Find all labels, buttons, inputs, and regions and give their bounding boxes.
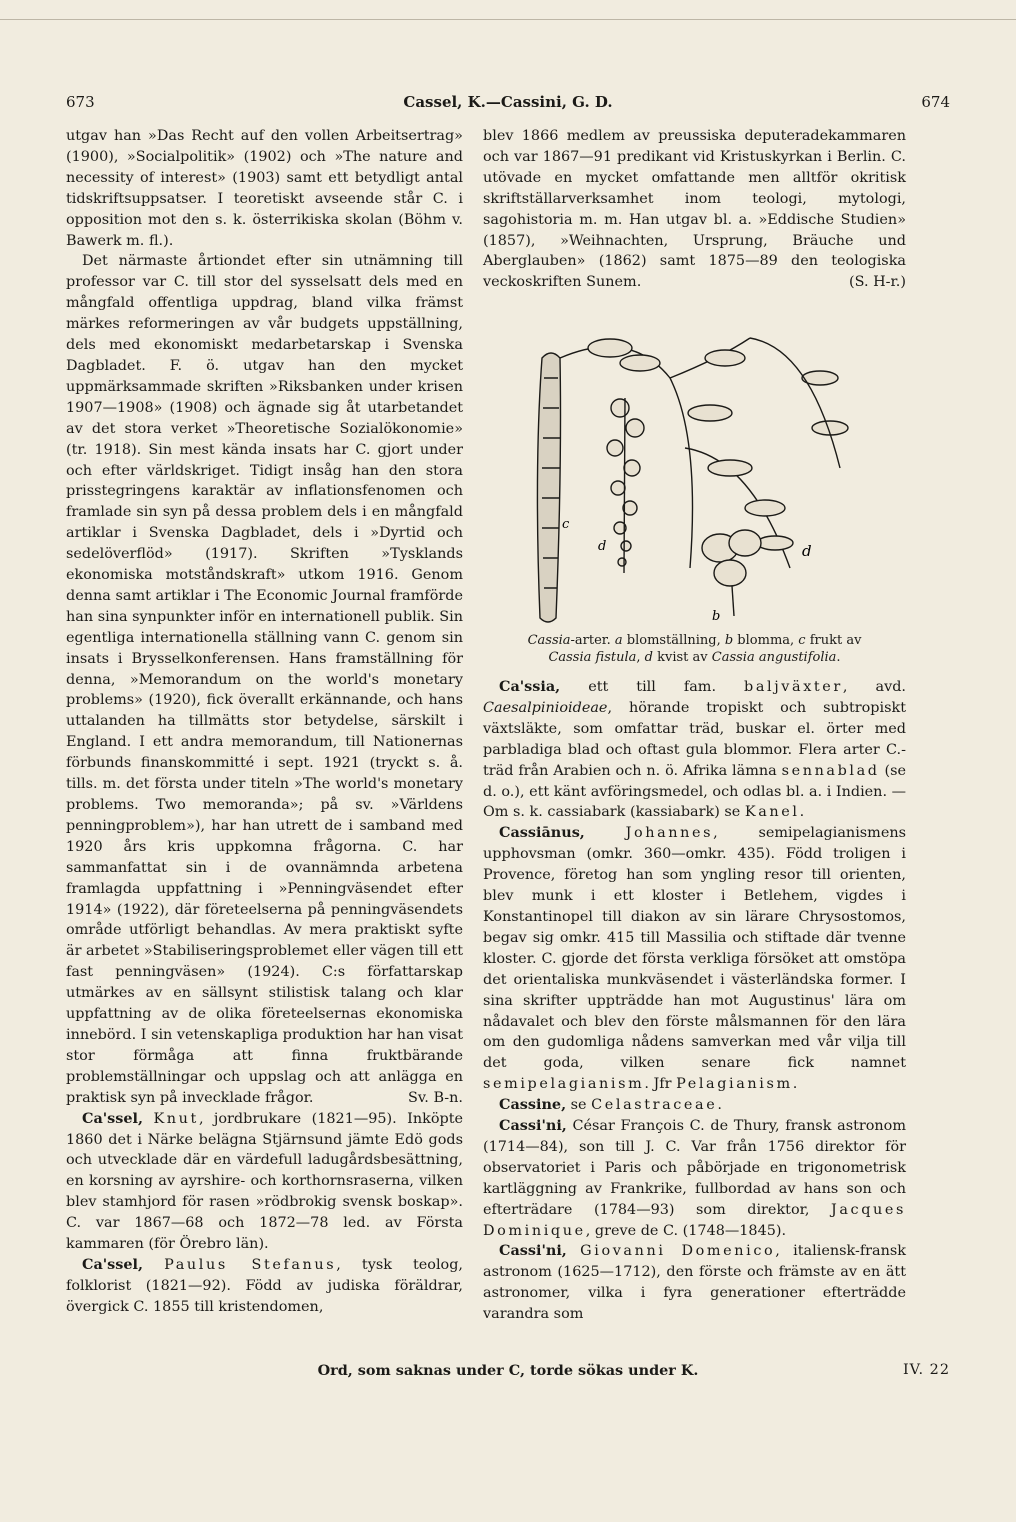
entry-cassel-knut xyxy=(66,1109,463,1255)
caption-text: frukt av xyxy=(805,633,862,648)
entry-text: se xyxy=(566,1097,592,1114)
paragraph xyxy=(66,251,463,1108)
caption-text: blomställning, xyxy=(622,633,725,648)
signature: (S. H-r.) xyxy=(848,274,906,291)
spaced-term: Celastraceae xyxy=(591,1097,718,1114)
signature: Sv. B-n. xyxy=(408,1089,463,1106)
paragraph-text: Det närmaste årtiondet efter sin utnämning till professor var C. till stor del sysselsatt dels med en mångfald offentliga uppdrag, bland vilka främst märkes reformeringen av vår budgets uppställning, dels med ekonomiskt medarbetarskap i Svenska Dagbladet. F. ö. utgav han den mycket uppmärksammade skriften »Riksbanken under krisen 1907—1908» (1908) och ägnade sig åt utarbetandet av det stora verket »Theoretische Sozialökonomie» (tr. 1918). Sin mest kända insats har C. gjort under och efter världskriget. Tidigt insåg han den stora prisstegringens karaktär av inflationsfenomen och framlade sin syn på dessa problem dels i en mångfald artiklar i Svenska Dagbladet, dels i »Dyrtid och sedelöverflöd» (1917). Skriften »Tysklands ekonomiska motståndskraft» utkom 1916. Genom denna samt artiklar i The Economic Journal framförde han sina synpunkter inför en internationell publik. Sin egentliga internationella ställning vann C. genom sin insats i Brysselkonferensen. Hans framställning för denna, »Memorandum on the world's monetary problems» (1920), fick överallt erkännande, och hans uttalanden ha tillmätts stor betydelse, särskilt i England. I ett andra memorandum, till Nationernas förbunds finanskommitté i sept. 1921 (tryckt s. å. tills. m. det första under titeln »The world's monetary problems. Two memoranda»; på sv. »Världens penningproblem»), har han utrett de i samband med 1920 års kris uppkomna frågorna. C. har sammanfattat sin i de ovannämnda arbetena framlagda uppfattning i »Penningväsendet efter 1914» (1922), där företeelserna på penningväsendets område utförligt behandlas. Av mera praktiskt syfte är arbetet »Stabiliseringsproblemet eller vägen till ett fast penningväsen» (1924). C:s författarskap utmärkes av en sällsynt stilistisk talang och klar uppfattning av de olika företeelsernas ekonomiska innebörd. I sin vetenskapliga produktion har han visat stor förmåga att finna fruktbärande problemställningar och uppslag och att anlägga en praktisk syn på invecklade frågor. xyxy=(66,253,463,1106)
entry-cassini-giovanni xyxy=(483,1241,906,1325)
paragraph xyxy=(483,126,906,293)
left-column xyxy=(66,126,463,1318)
right-column-top xyxy=(483,126,906,293)
entry-text: . xyxy=(717,1097,722,1114)
figure-label-d: d xyxy=(598,539,607,554)
figure-label-d2: d xyxy=(802,542,812,560)
caption-letter: d xyxy=(644,650,653,665)
page-header xyxy=(66,93,950,113)
spaced-term: sennablad xyxy=(781,762,880,779)
entry-text: , tysk teolog, folklorist (1821—92). Född av judiska föräldrar, övergick C. 1855 till kristendomen, xyxy=(66,1256,463,1315)
caption-letter: a xyxy=(614,633,623,648)
entry-text: . xyxy=(799,804,805,821)
entry-text: César François C. de Thury, fransk astronom (1714—84), son till J. C. Var från 1756 direktor för observatoriet i Paris och påbörjade en trigonometrisk kartläggning av Frankrike, fullbordad av hans son och efterträdare (1784—93) som direktor, xyxy=(483,1118,906,1218)
signature-mark: IV. 22 xyxy=(902,1362,950,1378)
spaced-term: semipelagianism xyxy=(483,1076,645,1093)
caption-genus: Cassia xyxy=(527,633,571,648)
caption-species: Cassia angustifolia xyxy=(711,650,837,665)
entry-text: , greve de C. (1748—1845). xyxy=(585,1222,787,1239)
entry-text: ett till fam. xyxy=(560,679,745,695)
figure-label-c: c xyxy=(562,517,570,532)
entry-headword: Ca'ssel, xyxy=(82,1109,144,1127)
entry-text: . Jfr xyxy=(644,1076,677,1093)
caption-text: blomma, xyxy=(733,633,799,648)
entry-name: Knut xyxy=(153,1110,199,1127)
entry-headword: Ca'ssel, xyxy=(82,1255,144,1273)
page-number-left: 673 xyxy=(66,93,95,111)
entry-cassia xyxy=(483,677,906,823)
entry-text: . xyxy=(792,1076,798,1093)
entry-text: (se d. o.), ett känt avföringsmedel, och odlas bl. a. i Indien. — Om s. k. cassiabark (kassiabark) se xyxy=(483,762,907,821)
caption-species: Cassia fistula xyxy=(548,650,637,665)
footer-note: Ord, som saknas under C, torde sökas under K. xyxy=(317,1362,699,1379)
entry-text: , jordbrukare (1821—95). Inköpte 1860 det i Närke belägna Stjärnsund jämte Edö gods och utvecklade där en värdefull ladugårdsbesättning, en korsning av ayrshire- och korthornsraserna, vilken blev stamhjord för rasen »rödbrokig svensk boskap». C. var 1867—68 och 1872—78 led. av Första kammaren (för Örebro län). xyxy=(66,1110,464,1253)
entry-name: Paulus Stefanus xyxy=(164,1256,337,1273)
entry-cassini-cesar xyxy=(483,1116,906,1241)
caption-text: -arter. xyxy=(570,633,615,648)
spaced-term: baljväxter xyxy=(744,679,843,695)
entry-cassianus xyxy=(483,823,906,1095)
entry-headword: Cassine, xyxy=(499,1096,567,1114)
caption-text: kvist av xyxy=(652,650,712,665)
caption-text: . xyxy=(836,650,841,665)
entry-text: , avd. xyxy=(842,679,906,695)
entry-text: , hörande tropiskt och subtropiskt växtsläkte, som omfattar träd, buskar el. örter med parbladiga blad och oftast gula blommor. Flera arter C.-träd från Arabien och n. ö. Afrika lämna xyxy=(483,699,906,779)
caption-letter: c xyxy=(798,633,806,648)
paragraph: utgav han »Das Recht auf den vollen Arbeitsertrag» (1900), »Socialpolitik» (1902) och »The nature and necessity of interest» (1903) samt ett betydligt antal tidskriftsuppsatser. I teoretiskt avseende står C. i opposition mot den s. k. österrikiska skolan (Böhm v. Bawerk m. fl.). xyxy=(66,128,463,249)
entry-text: , italiensk-fransk astronom (1625—1712), den förste och främste av en ätt astronomer, vilka i fyra generationer efterträdde varandra som xyxy=(483,1243,906,1323)
cassia-illustration xyxy=(520,318,865,628)
spaced-term: Jacques Dominique xyxy=(483,1201,906,1239)
entry-headword: Ca'ssia, xyxy=(499,678,561,695)
figure-label-b: b xyxy=(712,609,721,624)
entry-headword: Cassi'ni, xyxy=(499,1117,567,1135)
spaced-term: Pelagianism xyxy=(676,1076,793,1093)
spaced-term: Kanel xyxy=(744,804,800,821)
italic-term: Caesalpinioideae xyxy=(483,699,608,716)
paragraph-text: blev 1866 medlem av preussiska deputeradekammaren och var 1867—91 predikant vid Kristuskyrkan i Berlin. C. utövade en mycket omfattande men alltför okritisk skriftställarverksamhet inom teologi, mytologi, sagohistoria m. m. Han utgav bl. a. »Eddische Studien» (1857), »Weihnachten, Ursprung, Bräuche und Aberglauben» (1862) samt 1875—89 den teologiska veckoskriften Sunem. xyxy=(483,128,906,291)
caption-text: , xyxy=(636,650,645,665)
entry-cassine xyxy=(483,1095,906,1116)
spaced-term: Giovanni Domenico xyxy=(580,1243,776,1260)
entry-cassel-paulus xyxy=(66,1255,463,1318)
entry-headword: Cassi'ni, xyxy=(499,1242,567,1260)
top-edge-line xyxy=(0,19,1016,20)
running-title: Cassel, K.—Cassini, G. D. xyxy=(403,93,613,111)
figure-caption xyxy=(483,632,906,666)
right-column-bottom xyxy=(483,677,906,1325)
caption-letter: b xyxy=(724,633,734,648)
page-number-right: 674 xyxy=(921,93,950,111)
entry-text: , semipelagianismens upphovsman (omkr. 360—omkr. 435). Född troligen i Provence, företog han som yngling resor till orienten, blev munk i ett kloster i Betlehem, vigdes i Konstantinopel till diakon av sin lärare Chrysostomos, begav sig omkr. 415 till Massilia och stiftade där tvenne kloster. C. gjorde det första verkliga försöket att omstöpa det orientaliska munkväsendet i västerländska former. I sina skrifter uppträdde han mot Augustinus' lära om nådavalet och blev den förste målsmannen för den lära om den gudomliga nådens samverkan med vår vilja till det goda, vilken senare fick namnet xyxy=(483,825,906,1072)
spaced-term: Johannes xyxy=(625,825,714,842)
entry-headword: Cassiānus, xyxy=(499,824,585,842)
